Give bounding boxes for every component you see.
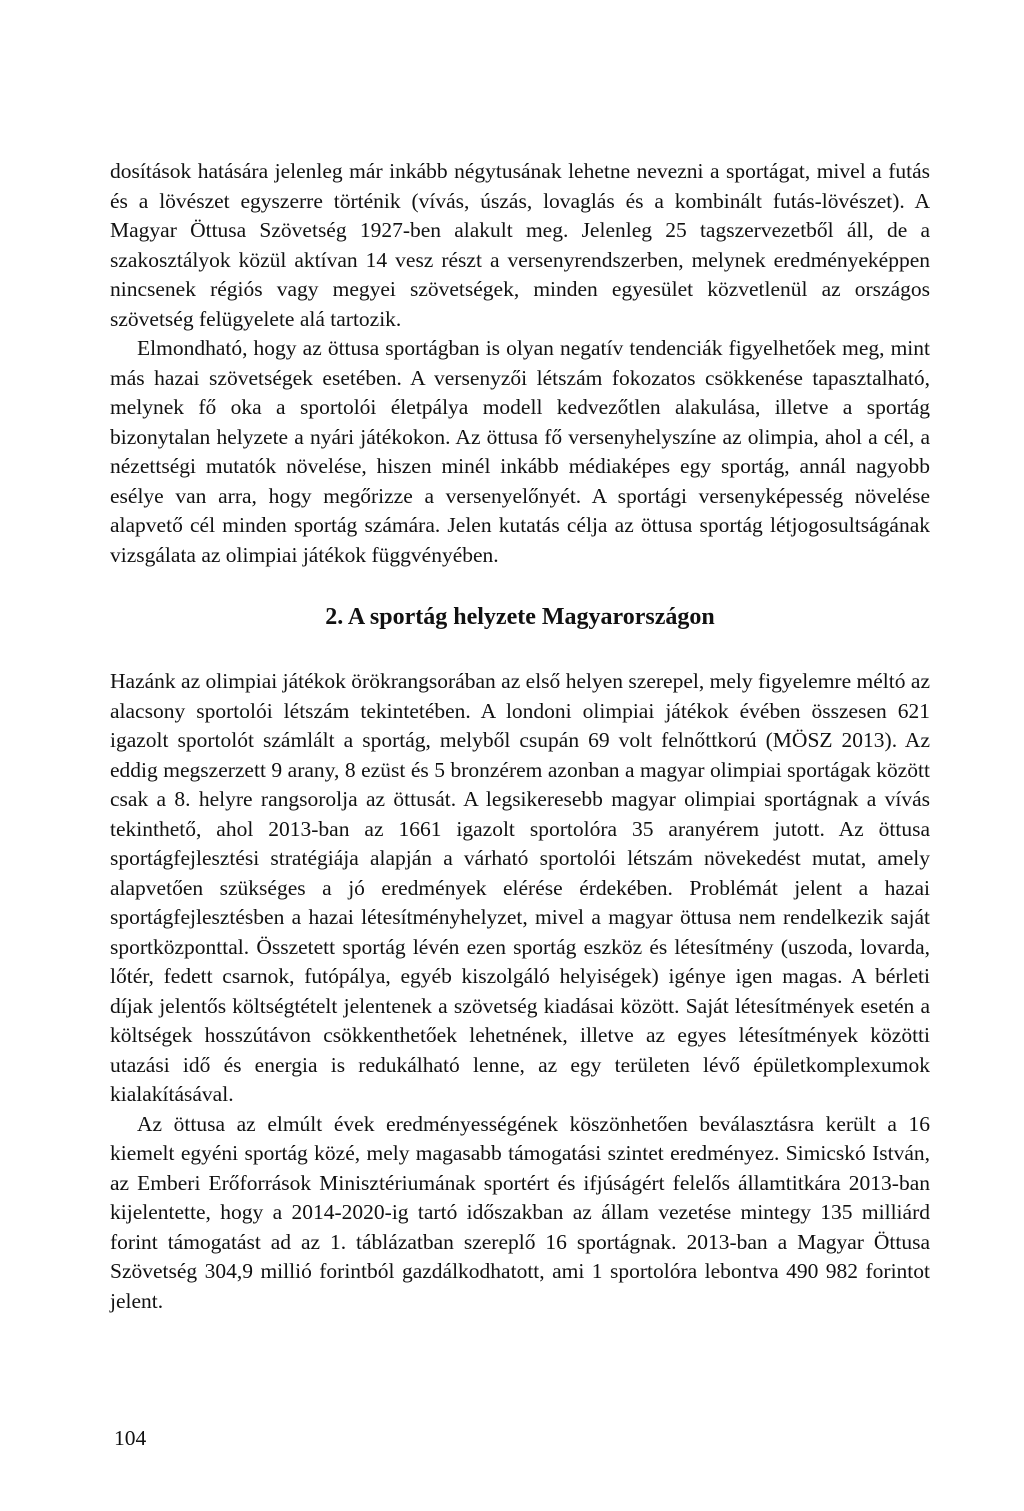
- paragraph-continuation: dosítások hatására jelenleg már inkább négytusának lehetne nevezni a sportágat, mivel a futás és a lövészet egyszerre történik (vívás, úszás, lovaglás és a kombinált futás-lövészet). A Magyar Öttusa Szövetség 1927-ben alakult meg. Jelenleg 25 tagszervezetből áll, de a szakosztályok közül aktívan 14 vesz részt a versenyrendszerben, melynek eredményeképpen nincsenek régiós vagy megyei szövetségek, minden egyesület közvetlenül az országos szövetség felügyelete alá tartozik.: [110, 159, 930, 331]
- paragraph: Elmondható, hogy az öttusa sportágban is olyan negatív tendenciák figyelhetőek meg, mint más hazai szövetségek esetében. A versenyzői létszám fokozatos csökkenése tapasztalható, melynek fő oka a sportolói életpálya modell kedvezőtlen alakulása, illetve a sportág bizonytalan helyzete a nyári játékokon. Az öttusa fő versenyhelyszíne az olimpia, ahol a cél, a nézettségi mutatók növelése, hiszen minél inkább médiaképes egy sportág, annál nagyobb esélye van arra, hogy megőrizze a versenyelőnyét. A sportági versenyképesség növelése alapvető cél minden sportág számára. Jelen kutatás célja az öttusa sportág létjogosultságának vizsgálata az olimpiai játékok függvényében.: [110, 336, 930, 567]
- page-body: [110, 157, 930, 1316]
- section-heading: 2. A sportág helyzete Magyarországon: [325, 604, 715, 630]
- paragraph: Az öttusa az elmúlt évek eredményességének köszönhetően beválasztásra került a 16 kiemelt egyéni sportág közé, mely magasabb támogatási szintet eredményez. Simicskó István, az Emberi Erőforrások Minisztériumának sportért és ifjúságért felelős államtitkára 2013-ban kijelentette, hogy a 2014-2020-ig tartó időszakban az állam vezetése mintegy 135 milliárd forint támogatást ad az 1. táblázatban szereplő 16 sportágnak. 2013-ban a Magyar Öttusa Szövetség 304,9 millió forintból gazdálkodhatott, ami 1 sportolóra lebontva 490 982 forintot jelent.: [110, 1111, 930, 1313]
- page-number: 104: [114, 1426, 147, 1450]
- paragraph: Hazánk az olimpiai játékok örökrangsorában az első helyen szerepel, mely figyelemre méltó az alacsony sportolói létszám tekintetében. A londoni olimpiai játékok évében összesen 621 igazolt sportolót számlált a sportág, melyből csupán 69 volt felnőttkorú (MÖSZ 2013). Az eddig megszerzett 9 arany, 8 ezüst és 5 bronzérem azonban a magyar olimpiai sportágak között csak a 8. helyre rangsorolja az öttusát. A legsikeresebb magyar olimpiai sportágnak a vívás tekinthető, ahol 2013-ban az 1661 igazolt sportolóra 35 aranyérem jutott. Az öttusa sportágfejlesztési stratégiája alapján a várható sportolói létszám növekedést mutat, amely alapvetően szükséges a jó eredmények elérése érdekében. Problémát jelent a hazai sportágfejlesztésben a hazai létesítményhelyzet, mivel a magyar öttusa nem rendelkezik saját sportközponttal. Összetett sportág lévén ezen sportág eszköz és létesítmény (uszoda, lovarda, lőtér, fedett csarnok, futópálya, egyéb kiszolgáló helyiségek) igénye igen magas. A bérleti díjak jelentős költségtételt jelentenek a szövetség kiadásai között. Saját létesítmények esetén a költségek hosszútávon csökkenthetőek lehetnének, illetve az egyes létesítmények közötti utazási idő és energia is redukálható lenne, az egy területen lévő épületkomplexumok kialakításával.: [110, 669, 930, 1106]
